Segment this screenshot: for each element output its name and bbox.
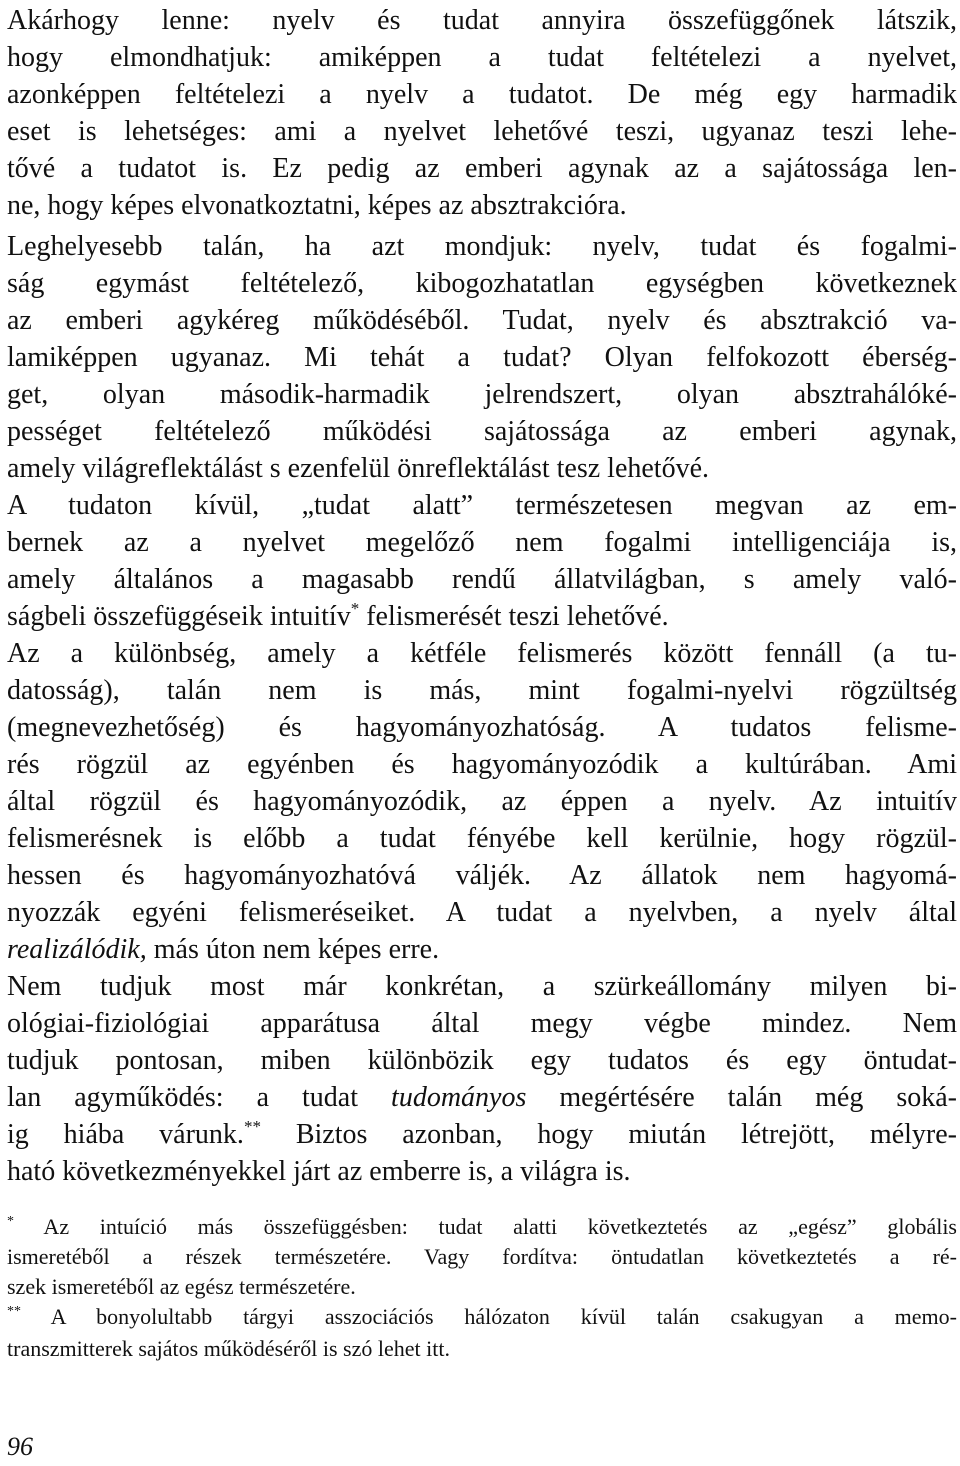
- text-run: datosság), talán nem is más, mint fogalmi-nyelvi rögzültség: [7, 675, 957, 706]
- body-line: [7, 1116, 957, 1153]
- text-run: Nem tudjuk most már konkrétan, a szürkeállomány milyen bi-: [7, 971, 957, 1002]
- body-line: [7, 524, 957, 561]
- text-run: által rögzül és hagyományozódik, az éppen a nyelv. Az intuitív: [7, 786, 957, 817]
- text-run: rés rögzül az egyénben és hagyományozódik a kultúrában. Ami: [7, 749, 957, 780]
- footnote-line: [7, 1334, 957, 1364]
- text-run: felismerését teszi lehetővé.: [359, 601, 669, 632]
- text-run: Leghelyesebb talán, ha azt mondjuk: nyelv, tudat és fogalmi-: [7, 231, 957, 262]
- footnote-marker: **: [243, 1117, 261, 1136]
- text-run: A tudaton kívül, „tudat alatt” természetesen megvan az em-: [7, 490, 957, 521]
- text-run: más úton nem képes erre.: [146, 934, 440, 965]
- body-line: [7, 709, 957, 746]
- text-run: ne, hogy képes elvonatkoztatni, képes az absztrakcióra.: [7, 190, 627, 221]
- body-line: [7, 857, 957, 894]
- text-run: Biztos azonban, hogy miután létrejött, mélyre-: [260, 1119, 957, 1150]
- body-line: [7, 968, 957, 1005]
- body-line: [7, 413, 957, 450]
- body-line: [7, 783, 957, 820]
- body-line: [7, 228, 957, 265]
- body-line: [7, 265, 957, 302]
- italic-text: realizálódik,: [7, 934, 147, 965]
- body-line: [7, 2, 957, 39]
- footnote-marker: *: [350, 599, 360, 618]
- text-run: Akárhogy lenne: nyelv és tudat annyira összefüggőnek látszik,: [7, 5, 957, 36]
- footnote-line: [7, 1272, 957, 1302]
- body-line: [7, 302, 957, 339]
- body-line: [7, 598, 957, 635]
- footnote-line: [7, 1242, 957, 1272]
- text-run: A bonyolultabb tárgyi asszociációs hálózaton kívül talán csakugyan a memo-: [21, 1304, 957, 1329]
- body-line: [7, 39, 957, 76]
- text-run: get, olyan második-harmadik jelrendszert, olyan absztrahálóké-: [7, 379, 957, 410]
- body-line: [7, 1042, 957, 1079]
- text-run: ológiai-fiziológiai apparátusa által megy végbe mindez. Nem: [7, 1008, 957, 1039]
- text-run: transzmitterek sajátos működéséről is szó lehet itt.: [7, 1336, 450, 1361]
- body-line: [7, 339, 957, 376]
- footnote-marker: *: [7, 1214, 14, 1229]
- text-run: Az a különbség, amely a kétféle felismerés között fennáll (a tu-: [7, 638, 957, 669]
- text-run: amely világreflektálást s ezenfelül önreflektálást tesz lehetővé.: [7, 453, 710, 484]
- body-line: [7, 1005, 957, 1042]
- body-line: [7, 672, 957, 709]
- text-run: nyozzák egyéni felismeréseiket. A tudat a nyelvben, a nyelv által: [7, 897, 957, 928]
- text-run: bernek az a nyelvet megelőző nem fogalmi intelligenciája is,: [7, 527, 957, 558]
- body-line: [7, 113, 957, 150]
- text-run: lan agyműködés: a tudat: [7, 1082, 392, 1113]
- body-line: [7, 746, 957, 783]
- page-number: 96: [7, 1432, 33, 1461]
- body-line: [7, 820, 957, 857]
- body-line: [7, 894, 957, 931]
- text-run: azonképpen feltételezi a nyelv a tudatot. De még egy harmadik: [7, 79, 957, 110]
- body-line: [7, 76, 957, 113]
- text-run: tudjuk pontosan, miben különbözik egy tudatos és egy öntudat-: [7, 1045, 957, 1076]
- body-line: [7, 561, 957, 598]
- body-line: [7, 931, 957, 968]
- text-run: Az intuíció más összefüggésben: tudat alatti következtetés az „egész” globális: [14, 1214, 957, 1239]
- italic-text: tudományos: [391, 1082, 527, 1113]
- text-run: szek ismeretéből az egész természetére.: [7, 1274, 356, 1299]
- text-run: (megnevezhetőség) és hagyományozhatóság. A tudatos felisme-: [7, 712, 957, 743]
- body-line: [7, 487, 957, 524]
- footnote-line: [7, 1212, 957, 1242]
- body-line: [7, 1079, 957, 1116]
- text-run: hessen és hagyományozhatóvá váljék. Az állatok nem hagyomá-: [7, 860, 957, 891]
- text-run: ság egymást feltételező, kibogozhatatlan egységben következnek: [7, 268, 957, 299]
- body-line: [7, 1153, 957, 1190]
- text-run: felismerésnek is előbb a tudat fényébe kell kerülnie, hogy rögzül-: [7, 823, 957, 854]
- text-run: ig hiába várunk.: [7, 1119, 244, 1150]
- footnote-line: [7, 1302, 957, 1332]
- text-run: lamiképpen ugyanaz. Mi tehát a tudat? Olyan felfokozott éberség-: [7, 342, 957, 373]
- body-line: [7, 187, 957, 224]
- body-line: [7, 150, 957, 187]
- text-run: hogy elmondhatjuk: amiképpen a tudat feltételezi a nyelvet,: [7, 42, 957, 73]
- text-run: pességet feltételező működési sajátossága az emberi agynak,: [7, 416, 957, 447]
- text-run: ható következményekkel járt az emberre is, a világra is.: [7, 1156, 631, 1187]
- body-line: [7, 635, 957, 672]
- body-line: [7, 450, 957, 487]
- text-run: ságbeli összefüggéseik intuitív: [7, 601, 351, 632]
- text-run: megértésére talán még soká-: [526, 1082, 957, 1113]
- body-line: [7, 376, 957, 413]
- text-run: tővé a tudatot is. Ez pedig az emberi agynak az a sajátossága len-: [7, 153, 957, 184]
- text-run: az emberi agykéreg működéséből. Tudat, nyelv és absztrakció va-: [7, 305, 957, 336]
- footnote-marker: **: [7, 1304, 21, 1319]
- text-run: ismeretéből a részek természetére. Vagy fordítva: öntudatlan következtetés a ré-: [7, 1244, 957, 1269]
- text-run: eset is lehetséges: ami a nyelvet lehetővé teszi, ugyanaz teszi lehe-: [7, 116, 957, 147]
- text-run: amely általános a magasabb rendű állatvilágban, s amely való-: [7, 564, 957, 595]
